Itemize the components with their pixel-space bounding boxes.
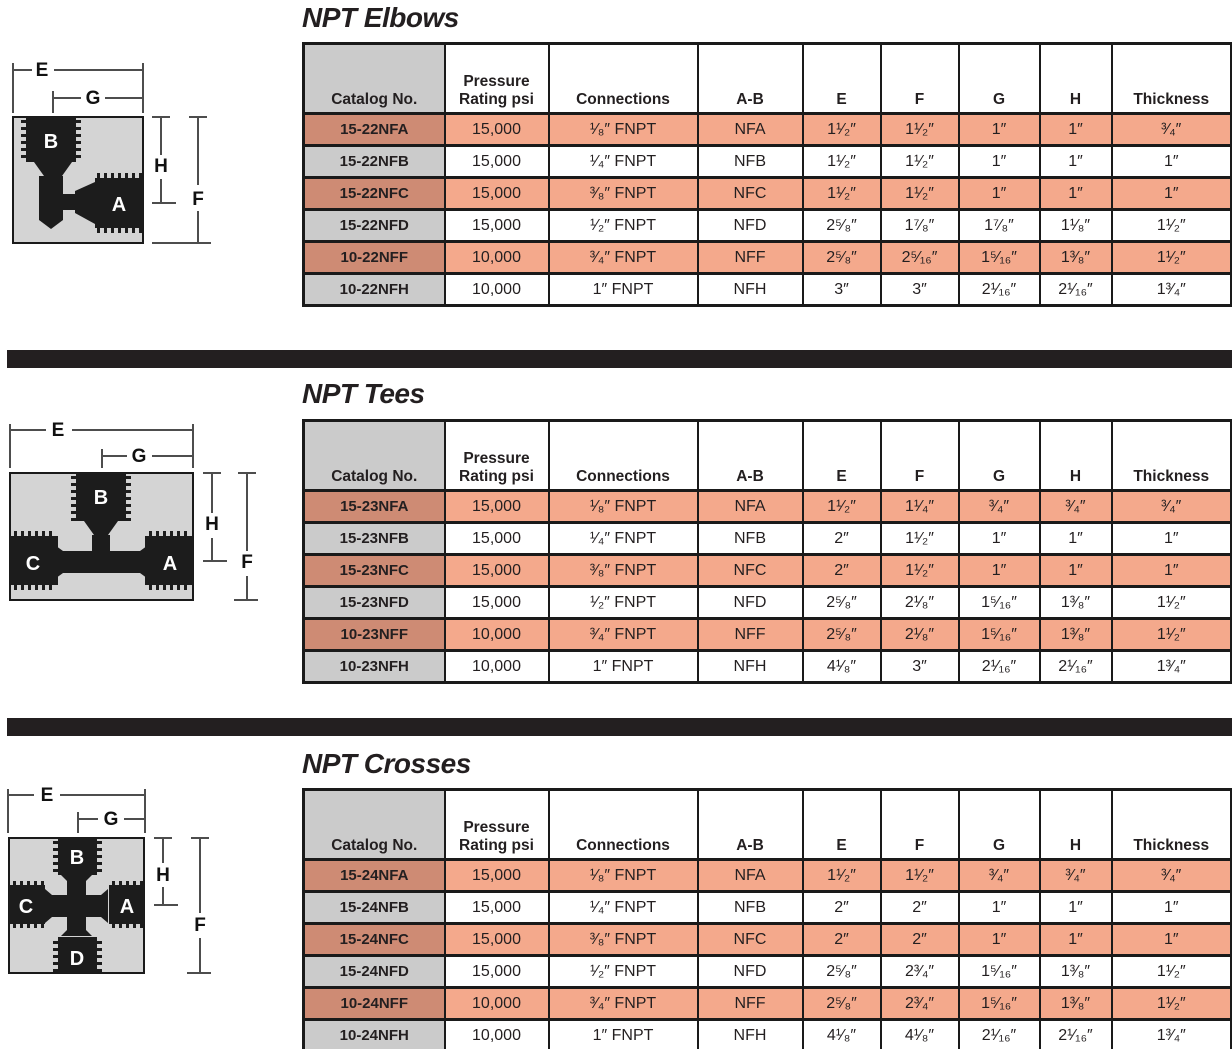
column-header: E <box>803 421 881 491</box>
value-cell: 1³⁄₄″ <box>1112 274 1232 306</box>
column-header: Pressure Rating psi <box>445 790 549 860</box>
value-cell: 1¹⁄₂″ <box>881 146 959 178</box>
value-cell: 2″ <box>803 523 881 555</box>
value-cell: 1⁵⁄₁₆″ <box>959 242 1040 274</box>
port-label-c: C <box>25 553 41 575</box>
value-cell: 1³⁄₈″ <box>1040 587 1112 619</box>
column-header: F <box>881 44 959 114</box>
value-cell: 2⁵⁄₈″ <box>803 210 881 242</box>
value-cell: 15,000 <box>445 587 549 619</box>
value-cell: ¹⁄₄″ FNPT <box>549 892 698 924</box>
value-cell: NFD <box>698 210 803 242</box>
value-cell: 15,000 <box>445 892 549 924</box>
value-cell: 2″ <box>803 924 881 956</box>
value-cell: 1″ <box>1040 178 1112 210</box>
header-row <box>304 44 1232 114</box>
value-cell: 1″ <box>1040 114 1112 146</box>
value-cell: 10,000 <box>445 988 549 1020</box>
column-header: F <box>881 421 959 491</box>
value-cell: NFC <box>698 924 803 956</box>
value-cell: 1¹⁄₂″ <box>1112 619 1232 651</box>
value-cell: ³⁄₄″ <box>1112 491 1232 523</box>
value-cell: 10,000 <box>445 619 549 651</box>
value-cell: 10,000 <box>445 1020 549 1049</box>
value-cell: 1″ <box>1040 146 1112 178</box>
value-cell: ³⁄₈″ FNPT <box>549 555 698 587</box>
value-cell: 1¹⁄₂″ <box>1112 242 1232 274</box>
value-cell: NFA <box>698 114 803 146</box>
column-header: Thickness <box>1112 44 1232 114</box>
value-cell: 1″ <box>959 523 1040 555</box>
value-cell: 10,000 <box>445 242 549 274</box>
cross-diagram <box>0 785 230 990</box>
value-cell: 1″ <box>959 178 1040 210</box>
value-cell: 1¹⁄₂″ <box>803 114 881 146</box>
value-cell: 15,000 <box>445 146 549 178</box>
value-cell: NFH <box>698 651 803 683</box>
table-row <box>304 178 1232 210</box>
value-cell: NFA <box>698 860 803 892</box>
dim-label-f: F <box>241 552 253 573</box>
value-cell: NFF <box>698 242 803 274</box>
value-cell: 1¹⁄₂″ <box>803 491 881 523</box>
value-cell: 1¹⁄₂″ <box>881 555 959 587</box>
value-cell: 1″ <box>959 924 1040 956</box>
value-cell: 15,000 <box>445 114 549 146</box>
value-cell: 1¹⁄₄″ <box>881 491 959 523</box>
value-cell: 1¹⁄₂″ <box>803 178 881 210</box>
value-cell: 2″ <box>881 892 959 924</box>
port-label-b: B <box>93 487 109 509</box>
value-cell: 2⁵⁄₈″ <box>803 956 881 988</box>
table-row <box>304 587 1232 619</box>
column-header: A-B <box>698 421 803 491</box>
value-cell: 1″ FNPT <box>549 274 698 306</box>
value-cell: 1″ <box>1112 892 1232 924</box>
value-cell: 1¹⁄₂″ <box>1112 988 1232 1020</box>
column-header: Catalog No. <box>304 421 445 491</box>
value-cell: 2″ <box>881 924 959 956</box>
value-cell: 2¹⁄₁₆″ <box>959 274 1040 306</box>
value-cell: 15,000 <box>445 491 549 523</box>
elbows-table <box>302 42 1232 307</box>
table-row <box>304 491 1232 523</box>
table-row <box>304 274 1232 306</box>
column-header: E <box>803 790 881 860</box>
table-row <box>304 242 1232 274</box>
value-cell: 1″ <box>959 114 1040 146</box>
column-header: Catalog No. <box>304 44 445 114</box>
value-cell: ¹⁄₂″ FNPT <box>549 210 698 242</box>
value-cell: ³⁄₄″ <box>959 491 1040 523</box>
table-row <box>304 1020 1232 1049</box>
value-cell: ³⁄₄″ FNPT <box>549 619 698 651</box>
value-cell: 2¹⁄₁₆″ <box>1040 1020 1112 1049</box>
dim-label-e: E <box>51 420 65 441</box>
value-cell: 2⁵⁄₈″ <box>803 988 881 1020</box>
dim-label-g: G <box>131 446 147 467</box>
value-cell: NFB <box>698 892 803 924</box>
value-cell: 3″ <box>803 274 881 306</box>
column-header: Connections <box>549 421 698 491</box>
value-cell: NFC <box>698 178 803 210</box>
crosses-table <box>302 788 1232 1049</box>
table-row <box>304 619 1232 651</box>
value-cell: 1″ <box>1112 555 1232 587</box>
value-cell: 1³⁄₈″ <box>1040 619 1112 651</box>
value-cell: NFA <box>698 491 803 523</box>
value-cell: 1¹⁄₂″ <box>1112 587 1232 619</box>
value-cell: NFB <box>698 146 803 178</box>
value-cell: 2¹⁄₁₆″ <box>1040 274 1112 306</box>
catalog-cell: 15-24NFD <box>304 956 445 988</box>
value-cell: 2⁵⁄₈″ <box>803 587 881 619</box>
column-header: Pressure Rating psi <box>445 421 549 491</box>
value-cell: 1⁵⁄₁₆″ <box>959 956 1040 988</box>
value-cell: 2³⁄₄″ <box>881 988 959 1020</box>
value-cell: 1″ <box>959 146 1040 178</box>
value-cell: ¹⁄₈″ FNPT <box>549 491 698 523</box>
table-row <box>304 210 1232 242</box>
column-header: G <box>959 790 1040 860</box>
column-header: Connections <box>549 44 698 114</box>
value-cell: NFB <box>698 523 803 555</box>
value-cell: ³⁄₈″ FNPT <box>549 924 698 956</box>
value-cell: ¹⁄₂″ FNPT <box>549 587 698 619</box>
value-cell: NFD <box>698 587 803 619</box>
column-header: F <box>881 790 959 860</box>
value-cell: NFF <box>698 619 803 651</box>
value-cell: 2″ <box>803 555 881 587</box>
catalog-cell: 15-23NFB <box>304 523 445 555</box>
value-cell: 1³⁄₈″ <box>1040 988 1112 1020</box>
catalog-cell: 10-24NFH <box>304 1020 445 1049</box>
port-label-a: A <box>111 194 127 216</box>
catalog-cell: 10-24NFF <box>304 988 445 1020</box>
value-cell: 1¹⁄₂″ <box>803 860 881 892</box>
value-cell: 1¹⁄₂″ <box>881 178 959 210</box>
port-label-a: A <box>162 553 178 575</box>
value-cell: 1″ <box>1040 892 1112 924</box>
column-header: Thickness <box>1112 421 1232 491</box>
section-divider <box>7 350 1232 368</box>
port-label-d: D <box>69 948 85 970</box>
column-header: G <box>959 421 1040 491</box>
value-cell: 1¹⁄₂″ <box>1112 956 1232 988</box>
value-cell: ³⁄₄″ <box>959 860 1040 892</box>
catalog-cell: 15-24NFB <box>304 892 445 924</box>
section-title-tees: NPT Tees <box>302 378 425 409</box>
value-cell: NFF <box>698 988 803 1020</box>
value-cell: 1⁵⁄₁₆″ <box>959 619 1040 651</box>
value-cell: ¹⁄₈″ FNPT <box>549 860 698 892</box>
value-cell: 2⁵⁄₈″ <box>803 242 881 274</box>
value-cell: 3″ <box>881 651 959 683</box>
value-cell: ³⁄₈″ FNPT <box>549 178 698 210</box>
column-header: H <box>1040 421 1112 491</box>
value-cell: 2³⁄₄″ <box>881 956 959 988</box>
value-cell: NFC <box>698 555 803 587</box>
value-cell: ¹⁄₈″ FNPT <box>549 114 698 146</box>
section-title-elbows: NPT Elbows <box>302 2 459 33</box>
column-header: E <box>803 44 881 114</box>
value-cell: 15,000 <box>445 178 549 210</box>
value-cell: ³⁄₄″ <box>1112 114 1232 146</box>
column-header: A-B <box>698 44 803 114</box>
value-cell: 1″ <box>1040 924 1112 956</box>
dim-label-f: F <box>194 915 206 936</box>
value-cell: ¹⁄₂″ FNPT <box>549 956 698 988</box>
dim-label-g: G <box>103 809 119 830</box>
catalog-cell: 15-22NFC <box>304 178 445 210</box>
tees-table <box>302 419 1232 684</box>
value-cell: 1″ <box>1112 178 1232 210</box>
value-cell: 1″ FNPT <box>549 651 698 683</box>
value-cell: 2⁵⁄₈″ <box>803 619 881 651</box>
value-cell: 1⁵⁄₁₆″ <box>959 587 1040 619</box>
dim-label-h: H <box>156 865 170 886</box>
table-row <box>304 523 1232 555</box>
header-row <box>304 421 1232 491</box>
column-header: Pressure Rating psi <box>445 44 549 114</box>
value-cell: 1″ <box>1112 146 1232 178</box>
catalog-cell: 15-23NFC <box>304 555 445 587</box>
value-cell: 2¹⁄₁₆″ <box>1040 651 1112 683</box>
value-cell: 1″ <box>1112 523 1232 555</box>
table-row <box>304 114 1232 146</box>
dim-label-e: E <box>40 785 54 806</box>
value-cell: 1³⁄₄″ <box>1112 1020 1232 1049</box>
column-header: H <box>1040 44 1112 114</box>
catalog-cell: 10-22NFF <box>304 242 445 274</box>
table-row <box>304 892 1232 924</box>
value-cell: 1³⁄₄″ <box>1112 651 1232 683</box>
value-cell: 1″ <box>1040 555 1112 587</box>
value-cell: 4¹⁄₈″ <box>881 1020 959 1049</box>
value-cell: 15,000 <box>445 555 549 587</box>
section-divider <box>7 718 1232 736</box>
value-cell: 10,000 <box>445 651 549 683</box>
value-cell: 1″ FNPT <box>549 1020 698 1049</box>
dim-label-h: H <box>154 156 168 177</box>
value-cell: NFD <box>698 956 803 988</box>
value-cell: 1¹⁄₂″ <box>881 523 959 555</box>
table-row <box>304 146 1232 178</box>
value-cell: ³⁄₄″ FNPT <box>549 988 698 1020</box>
value-cell: ³⁄₄″ <box>1112 860 1232 892</box>
catalog-cell: 10-23NFF <box>304 619 445 651</box>
value-cell: 1⁷⁄₈″ <box>881 210 959 242</box>
port-label-a: A <box>119 896 135 918</box>
value-cell: 2¹⁄₁₆″ <box>959 1020 1040 1049</box>
value-cell: 1³⁄₈″ <box>1040 956 1112 988</box>
value-cell: 15,000 <box>445 523 549 555</box>
catalog-cell: 15-24NFC <box>304 924 445 956</box>
dim-label-g: G <box>85 88 101 109</box>
column-header: H <box>1040 790 1112 860</box>
column-header: Connections <box>549 790 698 860</box>
value-cell: 2¹⁄₈″ <box>881 587 959 619</box>
value-cell: 1⁵⁄₁₆″ <box>959 988 1040 1020</box>
value-cell: 2¹⁄₈″ <box>881 619 959 651</box>
table-row <box>304 555 1232 587</box>
value-cell: 1¹⁄₂″ <box>881 860 959 892</box>
value-cell: NFH <box>698 274 803 306</box>
value-cell: 10,000 <box>445 274 549 306</box>
dim-label-e: E <box>35 60 49 81</box>
catalog-cell: 15-22NFB <box>304 146 445 178</box>
value-cell: 1″ <box>1112 924 1232 956</box>
value-cell: 4¹⁄₈″ <box>803 1020 881 1049</box>
value-cell: 1¹⁄₈″ <box>1040 210 1112 242</box>
value-cell: 1³⁄₈″ <box>1040 242 1112 274</box>
value-cell: 4¹⁄₈″ <box>803 651 881 683</box>
catalog-cell: 15-22NFA <box>304 114 445 146</box>
fitting-body <box>13 117 143 243</box>
column-header: A-B <box>698 790 803 860</box>
column-header: Thickness <box>1112 790 1232 860</box>
table-row <box>304 956 1232 988</box>
value-cell: ³⁄₄″ FNPT <box>549 242 698 274</box>
value-cell: ³⁄₄″ <box>1040 491 1112 523</box>
dim-label-h: H <box>205 514 219 535</box>
dim-label-f: F <box>192 189 204 210</box>
catalog-cell: 15-23NFD <box>304 587 445 619</box>
value-cell: ¹⁄₄″ FNPT <box>549 146 698 178</box>
value-cell: 2¹⁄₁₆″ <box>959 651 1040 683</box>
value-cell: 15,000 <box>445 956 549 988</box>
tee-diagram <box>0 418 262 613</box>
value-cell: 2⁵⁄₁₆″ <box>881 242 959 274</box>
value-cell: ³⁄₄″ <box>1040 860 1112 892</box>
port-label-b: B <box>43 131 59 153</box>
value-cell: 15,000 <box>445 860 549 892</box>
catalog-cell: 15-22NFD <box>304 210 445 242</box>
table-row <box>304 651 1232 683</box>
column-header: Catalog No. <box>304 790 445 860</box>
value-cell: 1″ <box>1040 523 1112 555</box>
header-row <box>304 790 1232 860</box>
value-cell: 3″ <box>881 274 959 306</box>
value-cell: 1″ <box>959 892 1040 924</box>
column-header: G <box>959 44 1040 114</box>
value-cell: ¹⁄₄″ FNPT <box>549 523 698 555</box>
value-cell: NFH <box>698 1020 803 1049</box>
value-cell: 15,000 <box>445 924 549 956</box>
section-title-crosses: NPT Crosses <box>302 748 471 779</box>
value-cell: 1¹⁄₂″ <box>881 114 959 146</box>
value-cell: 15,000 <box>445 210 549 242</box>
value-cell: 1¹⁄₂″ <box>1112 210 1232 242</box>
port-label-c: C <box>18 896 34 918</box>
catalog-cell: 15-24NFA <box>304 860 445 892</box>
catalog-cell: 10-22NFH <box>304 274 445 306</box>
table-row <box>304 924 1232 956</box>
value-cell: 1″ <box>959 555 1040 587</box>
catalog-cell: 10-23NFH <box>304 651 445 683</box>
port-label-b: B <box>69 847 85 869</box>
table-row <box>304 860 1232 892</box>
value-cell: 1¹⁄₂″ <box>803 146 881 178</box>
catalog-cell: 15-23NFA <box>304 491 445 523</box>
elbow-diagram <box>6 55 216 255</box>
value-cell: 1⁷⁄₈″ <box>959 210 1040 242</box>
value-cell: 2″ <box>803 892 881 924</box>
table-row <box>304 988 1232 1020</box>
